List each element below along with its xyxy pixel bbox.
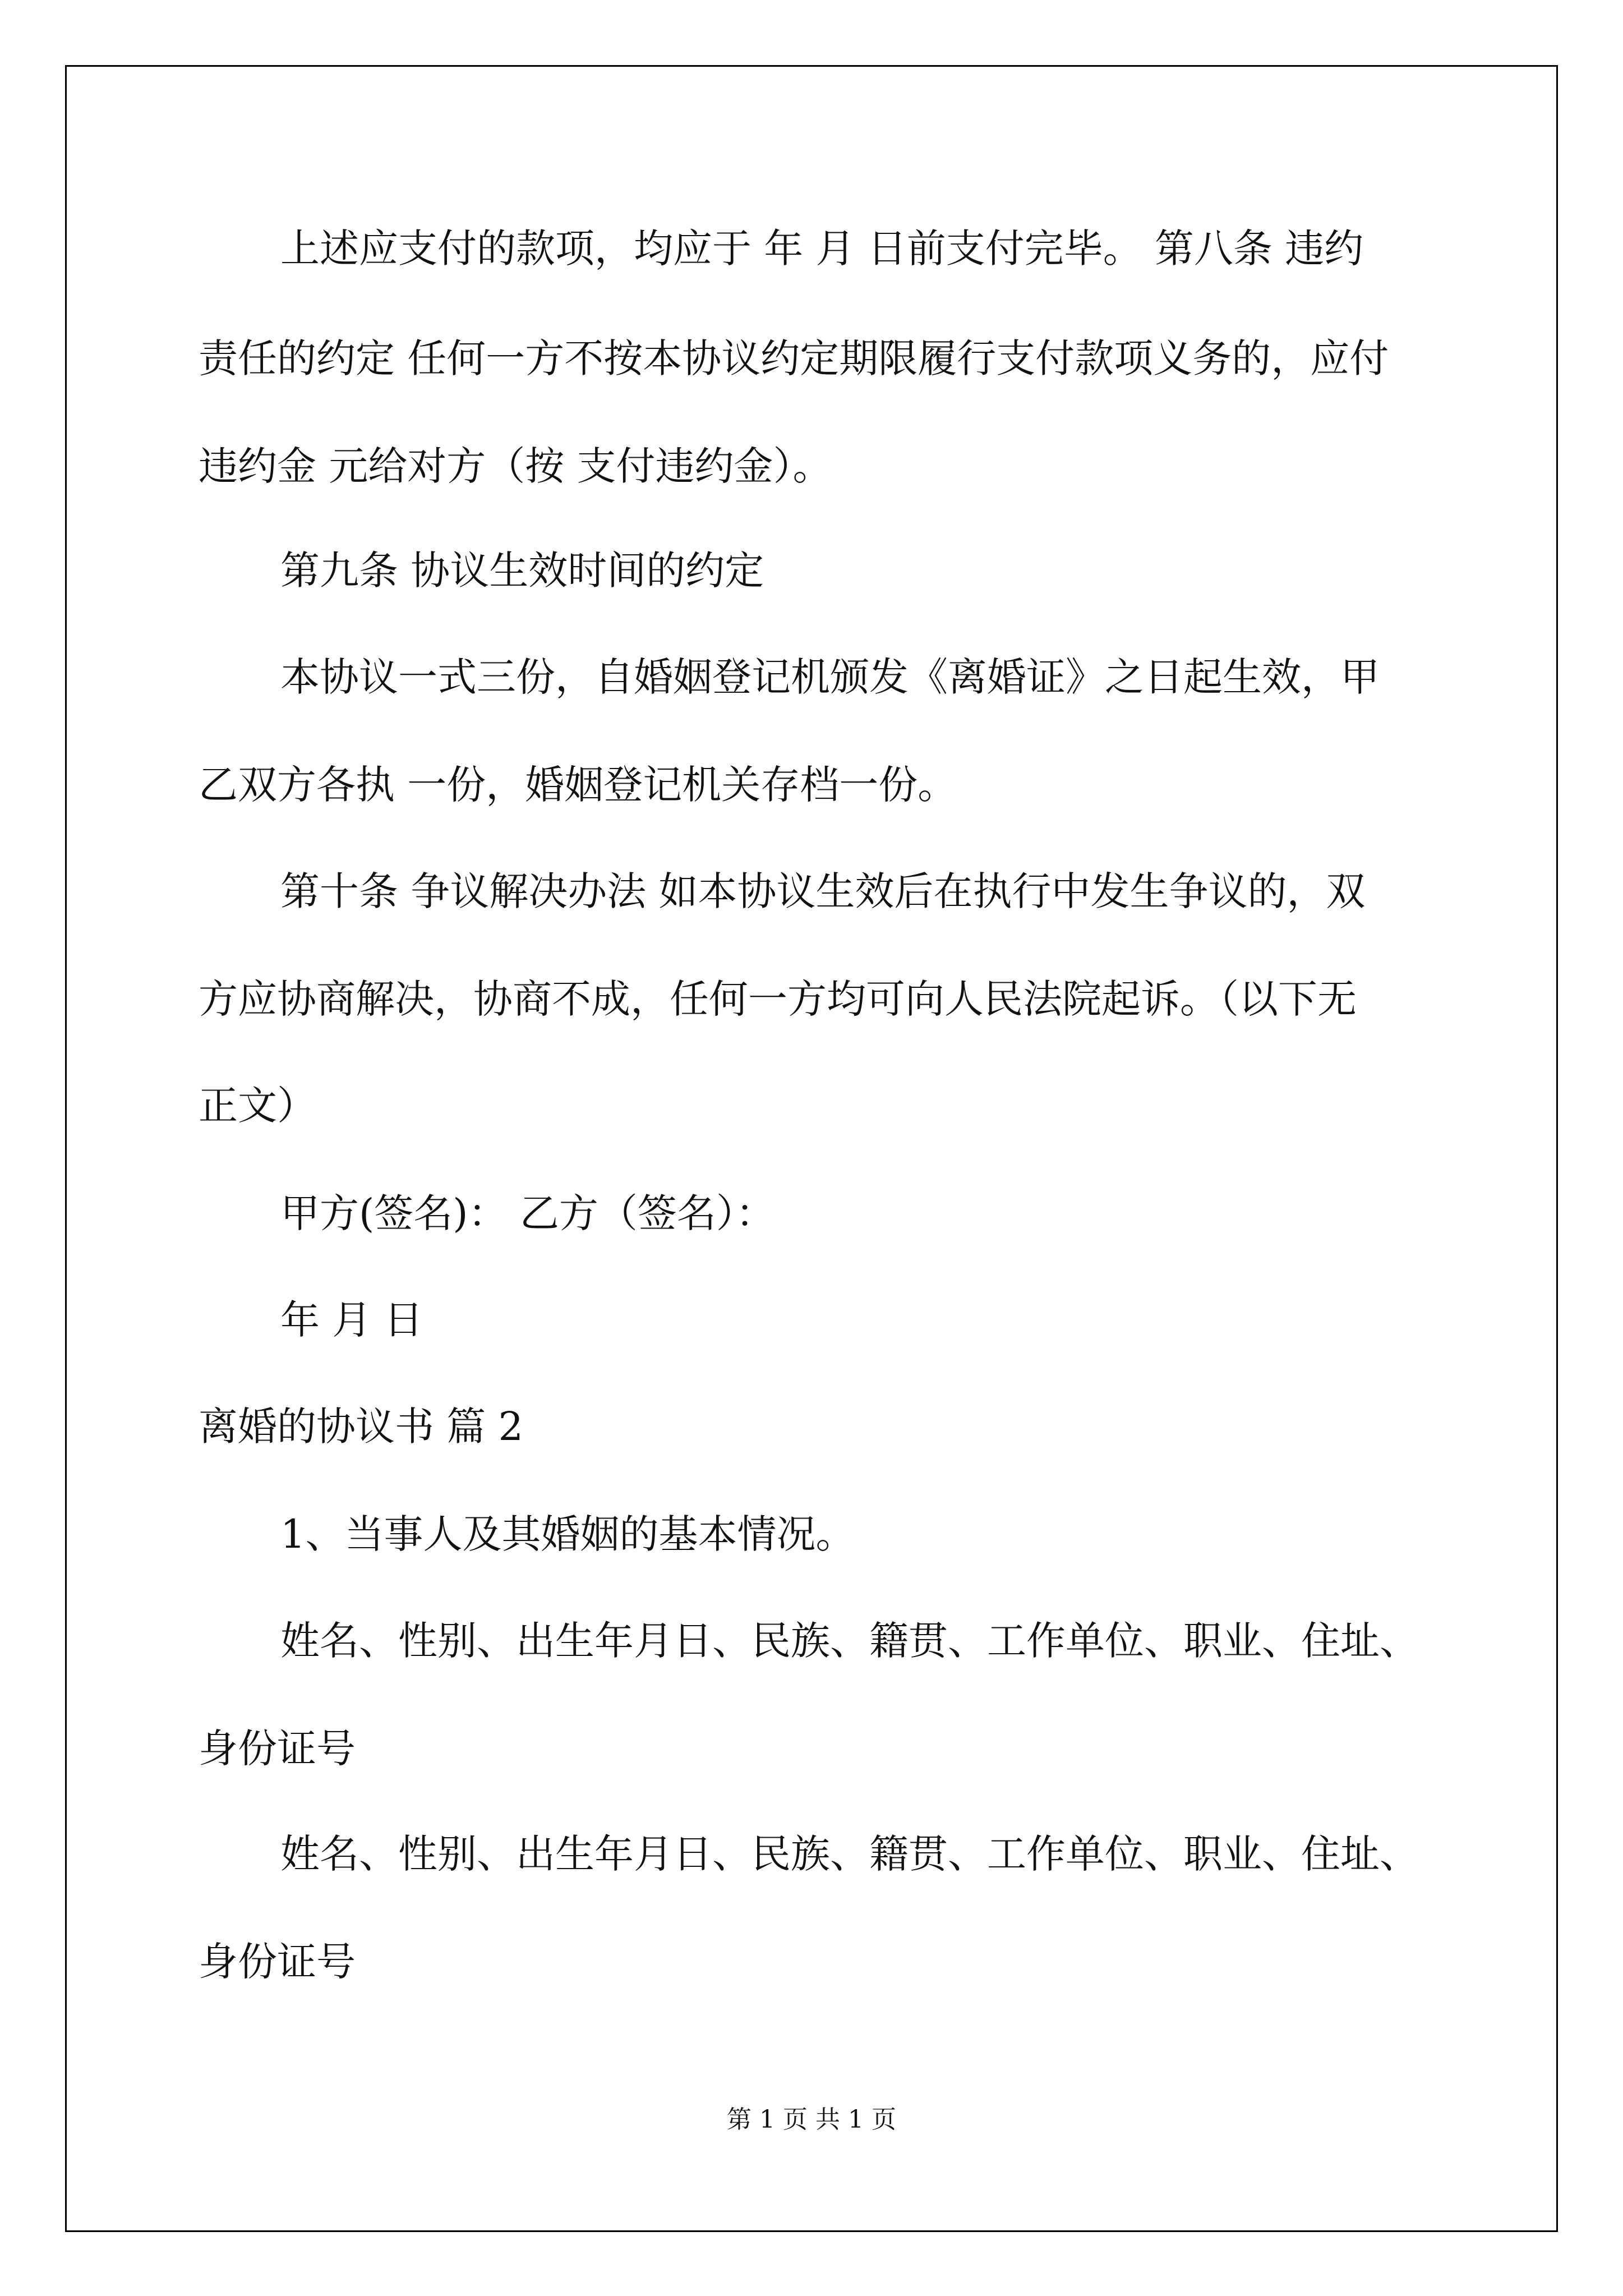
paragraph-line: 身份证号 xyxy=(199,1939,356,1985)
paragraph-line: 正文） xyxy=(199,1083,316,1129)
paragraph-line: 身份证号 xyxy=(199,1726,356,1772)
paragraph-line: 本协议一式三份，自婚姻登记机颁发《离婚证》之日起生效，甲 xyxy=(280,654,1380,700)
paragraph-line: 上述应支付的款项，均应于 年 月 日前支付完毕。 第八条 违约 xyxy=(280,226,1364,272)
paragraph-line: 第十条 争议解决办法 如本协议生效后在执行中发生争议的，双 xyxy=(280,868,1366,914)
signature-line: 甲方(签名)： 乙方（签名）： xyxy=(280,1190,775,1236)
date-line: 年 月 日 xyxy=(280,1297,423,1343)
paragraph-line: 姓名、性别、出生年月日、民族、籍贯、工作单位、职业、住址、 xyxy=(280,1831,1419,1877)
paragraph-line: 姓名、性别、出生年月日、民族、籍贯、工作单位、职业、住址、 xyxy=(280,1618,1419,1664)
paragraph-line: 1、当事人及其婚姻的基本情况。 xyxy=(280,1511,855,1557)
section-title: 离婚的协议书 篇 2 xyxy=(199,1404,524,1450)
section-heading: 第九条 协议生效时间的约定 xyxy=(280,547,764,593)
page-border xyxy=(65,65,1558,2232)
paragraph-line: 方应协商解决，协商不成，任何一方均可向人民法院起诉。（以下无 xyxy=(199,976,1357,1022)
paragraph-line: 责任的约定 任何一方不按本协议约定期限履行支付款项义务的，应付 xyxy=(199,335,1389,381)
paragraph-line: 违约金 元给对方（按 支付违约金）。 xyxy=(199,443,832,489)
paragraph-line: 乙双方各执 一份，婚姻登记机关存档一份。 xyxy=(199,762,957,808)
page-number-footer: 第 1 页 共 1 页 xyxy=(727,2105,896,2134)
